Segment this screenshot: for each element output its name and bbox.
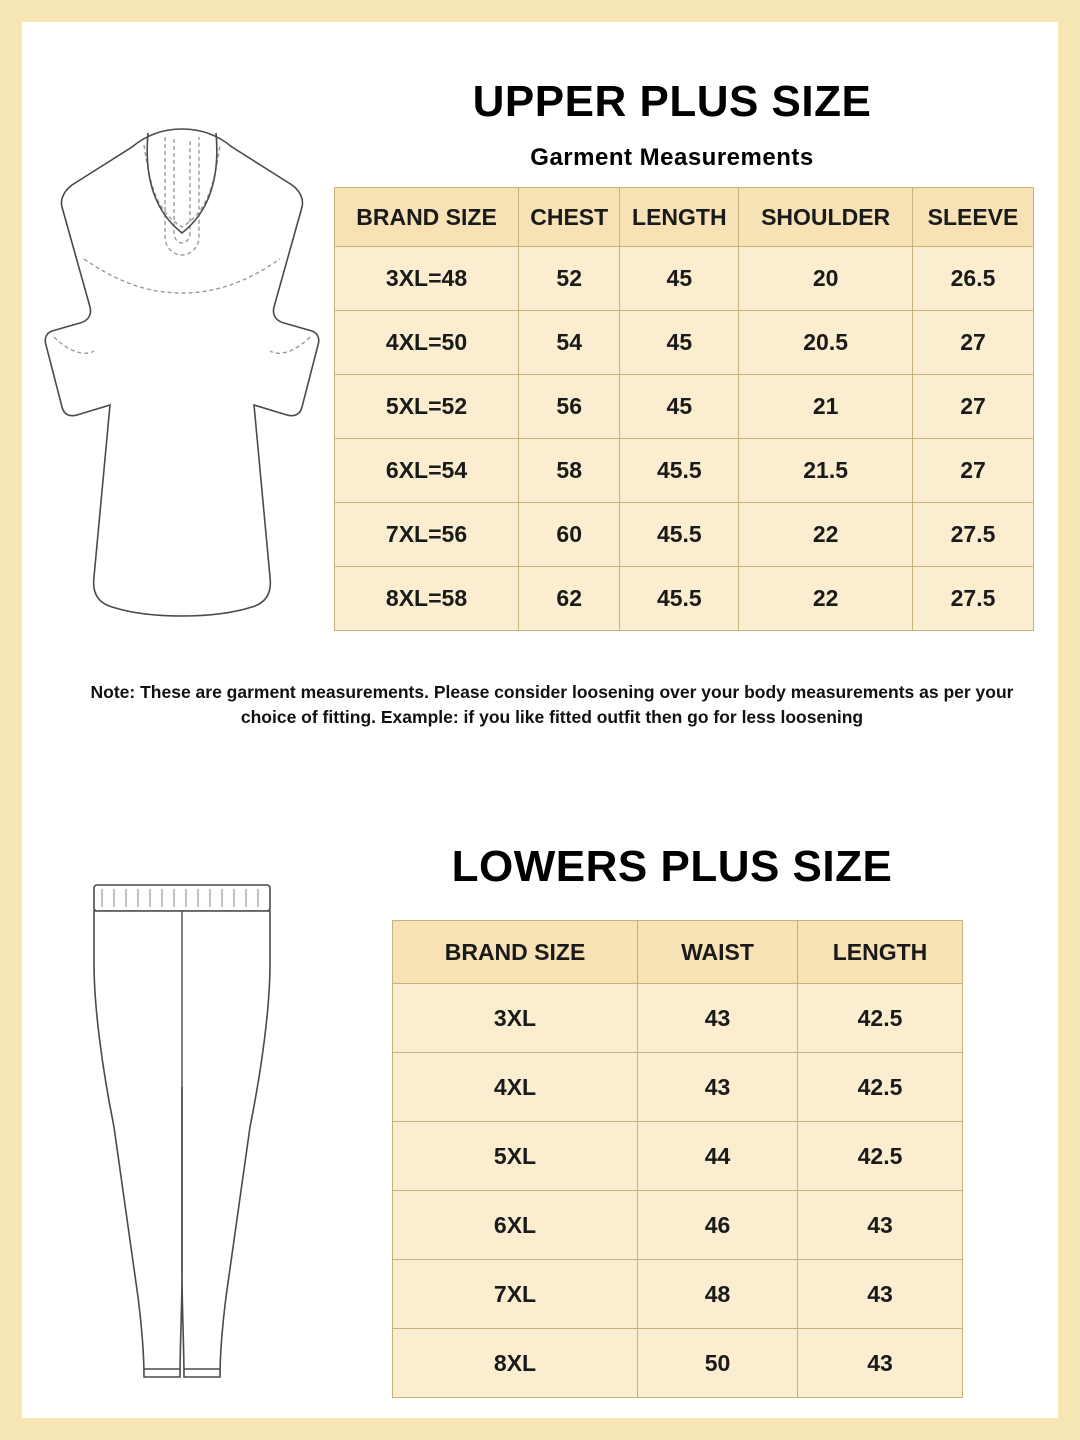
- table-row: [393, 1053, 963, 1122]
- table-row: [335, 375, 1034, 439]
- cell-waist: 43: [638, 984, 798, 1053]
- table-row: [335, 503, 1034, 567]
- cell-brand-size: 3XL=48: [335, 247, 519, 311]
- cell-length: 43: [798, 1191, 963, 1260]
- column-header-waist: WAIST: [638, 921, 798, 984]
- cell-chest: 62: [519, 567, 620, 631]
- table-row: [393, 1260, 963, 1329]
- cell-sleeve: 27: [912, 311, 1033, 375]
- cell-brand-size: 7XL=56: [335, 503, 519, 567]
- table-row: [393, 1191, 963, 1260]
- cell-shoulder: 20.5: [739, 311, 913, 375]
- cell-length: 45: [620, 247, 739, 311]
- lower-page-title: LOWERS PLUS SIZE: [451, 842, 893, 891]
- cell-brand-size: 5XL=52: [335, 375, 519, 439]
- cell-length: 42.5: [798, 1122, 963, 1191]
- cell-shoulder: 22: [739, 503, 913, 567]
- size-chart-page: [22, 22, 1058, 1418]
- table-row: [393, 984, 963, 1053]
- upper-size-section: [22, 22, 1058, 752]
- cell-length: 45: [620, 311, 739, 375]
- cell-chest: 54: [519, 311, 620, 375]
- upper-size-table: [334, 187, 1034, 631]
- cell-chest: 56: [519, 375, 620, 439]
- cell-brand-size: 8XL=58: [335, 567, 519, 631]
- cell-sleeve: 27: [912, 439, 1033, 503]
- cell-chest: 60: [519, 503, 620, 567]
- cell-length: 45: [620, 375, 739, 439]
- cell-sleeve: 26.5: [912, 247, 1033, 311]
- cell-shoulder: 22: [739, 567, 913, 631]
- cell-brand-size: 4XL: [393, 1053, 638, 1122]
- cell-shoulder: 21.5: [739, 439, 913, 503]
- cell-length: 42.5: [798, 1053, 963, 1122]
- cell-brand-size: 4XL=50: [335, 311, 519, 375]
- column-header-length: LENGTH: [798, 921, 963, 984]
- cell-chest: 52: [519, 247, 620, 311]
- measurement-note: Note: These are garment measurements. Please consider loosening over your body measurements as per your choice of fitting. Example: if you like fitted outfit then go for less loosening: [90, 682, 1014, 728]
- cell-brand-size: 3XL: [393, 984, 638, 1053]
- cell-length: 45.5: [620, 567, 739, 631]
- upper-page-subtitle: Garment Measurements: [530, 144, 814, 171]
- cell-waist: 43: [638, 1053, 798, 1122]
- cell-waist: 50: [638, 1329, 798, 1398]
- table-row: [335, 439, 1034, 503]
- column-header-brand-size: BRAND SIZE: [393, 921, 638, 984]
- cell-waist: 46: [638, 1191, 798, 1260]
- table-row: [393, 1329, 963, 1398]
- cell-chest: 58: [519, 439, 620, 503]
- cell-length: 45.5: [620, 439, 739, 503]
- cell-length: 43: [798, 1329, 963, 1398]
- pants-illustration-icon: [52, 877, 312, 1397]
- column-header-shoulder: SHOULDER: [739, 188, 913, 247]
- column-header-brand-size: BRAND SIZE: [335, 188, 519, 247]
- table-row: [335, 311, 1034, 375]
- cell-brand-size: 6XL: [393, 1191, 638, 1260]
- cell-sleeve: 27: [912, 375, 1033, 439]
- kurta-illustration-icon: [32, 107, 332, 667]
- table-header-row: [393, 921, 963, 984]
- cell-waist: 48: [638, 1260, 798, 1329]
- cell-sleeve: 27.5: [912, 567, 1033, 631]
- lower-size-section: [22, 782, 1058, 1418]
- cell-brand-size: 7XL: [393, 1260, 638, 1329]
- cell-brand-size: 5XL: [393, 1122, 638, 1191]
- table-header-row: [335, 188, 1034, 247]
- lower-size-table: [392, 920, 963, 1398]
- cell-shoulder: 21: [739, 375, 913, 439]
- upper-page-title: UPPER PLUS SIZE: [472, 77, 872, 126]
- cell-length: 42.5: [798, 984, 963, 1053]
- cell-brand-size: 6XL=54: [335, 439, 519, 503]
- column-header-sleeve: SLEEVE: [912, 188, 1033, 247]
- column-header-length: LENGTH: [620, 188, 739, 247]
- cell-brand-size: 8XL: [393, 1329, 638, 1398]
- cell-shoulder: 20: [739, 247, 913, 311]
- cell-waist: 44: [638, 1122, 798, 1191]
- table-row: [335, 567, 1034, 631]
- cell-sleeve: 27.5: [912, 503, 1033, 567]
- cell-length: 45.5: [620, 503, 739, 567]
- cell-length: 43: [798, 1260, 963, 1329]
- column-header-chest: CHEST: [519, 188, 620, 247]
- table-row: [335, 247, 1034, 311]
- table-row: [393, 1122, 963, 1191]
